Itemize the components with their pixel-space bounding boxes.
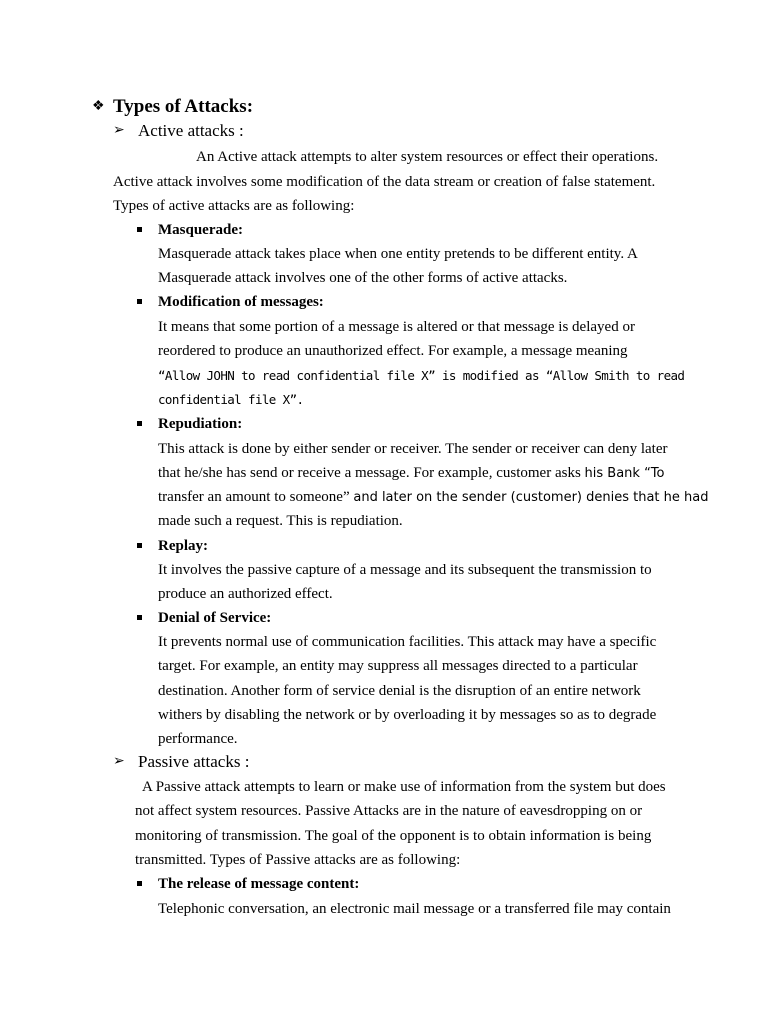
square-bullet-icon [137, 615, 142, 620]
item-text-line: destination. Another form of service denial is the disruption of an entire network [158, 683, 641, 699]
item-text-serif: that he/she has send or receive a message. For example, customer asks [158, 465, 581, 481]
page-title: Types of Attacks: [113, 96, 254, 117]
item-text-line: Telephonic conversation, an electronic mail message or a transferred file may contain [158, 901, 671, 917]
arrow-bullet-icon: ➢ [113, 754, 125, 769]
item-text-line: reordered to produce an unauthorized effect. For example, a message meaning [158, 343, 628, 359]
active-intro-line: An Active attack attempts to alter system resources or effect their operations. [196, 149, 659, 165]
item-label-modification: Modification of messages: [158, 294, 324, 310]
item-text-line: target. For example, an entity may suppress all messages directed to a particular [158, 658, 638, 674]
passive-intro-line: not affect system resources. Passive Attacks are in the nature of eavesdropping on or [135, 803, 643, 819]
item-label-replay: Replay: [158, 538, 208, 554]
passive-intro-line: A Passive attack attempts to learn or make use of information from the system but does [142, 779, 666, 795]
square-bullet-icon [137, 881, 142, 886]
diamond-bullet-icon: ❖ [92, 99, 105, 114]
item-text-line: Masquerade attack takes place when one entity pretends to be different entity. A [158, 246, 638, 262]
item-text-line: performance. [158, 731, 238, 747]
passive-intro-line: transmitted. Types of Passive attacks are as following: [135, 852, 461, 868]
item-text-line: withers by disabling the network or by overloading it by messages so as to degrade [158, 707, 657, 723]
passive-attacks-heading: Passive attacks : [138, 752, 250, 771]
square-bullet-icon [137, 421, 142, 426]
active-intro-line: Active attack involves some modification of the data stream or creation of false statement. [113, 174, 656, 190]
item-text-serif: transfer an amount to someone” [158, 489, 350, 505]
active-attacks-heading: Active attacks : [138, 121, 244, 140]
item-text-line: It prevents normal use of communication facilities. This attack may have a specific [158, 634, 657, 650]
item-text-line-mono: confidential file X”. [158, 392, 304, 407]
item-label-repudiation: Repudiation: [158, 416, 243, 432]
item-label-denial-of-service: Denial of Service: [158, 610, 272, 626]
passive-intro-line: monitoring of transmission. The goal of the opponent is to obtain information is being [135, 828, 652, 844]
item-text-line: It involves the passive capture of a message and its subsequent the transmission to [158, 562, 652, 578]
item-text-line [158, 488, 709, 507]
item-text-sans: his Bank “To [584, 466, 665, 481]
item-text-line-mono: “Allow JOHN to read confidential file X” is modified as “Allow Smith to read [158, 368, 685, 383]
square-bullet-icon [137, 299, 142, 304]
item-text-line: produce an authorized effect. [158, 586, 333, 602]
item-text-line [158, 464, 665, 483]
arrow-bullet-icon: ➢ [113, 123, 125, 138]
item-text-line: It means that some portion of a message is altered or that message is delayed or [158, 319, 635, 335]
square-bullet-icon [137, 543, 142, 548]
item-text-line: Masquerade attack involves one of the other forms of active attacks. [158, 270, 568, 286]
item-text-line: made such a request. This is repudiation. [158, 513, 403, 529]
square-bullet-icon [137, 227, 142, 232]
item-text-sans: and later on the sender (customer) denies that he had [353, 490, 709, 505]
active-intro-line: Types of active attacks are as following: [113, 198, 355, 214]
item-text-line: This attack is done by either sender or receiver. The sender or receiver can deny later [158, 441, 668, 457]
item-label-masquerade: Masquerade: [158, 222, 243, 238]
item-label-release-of-message-content: The release of message content: [158, 876, 360, 892]
